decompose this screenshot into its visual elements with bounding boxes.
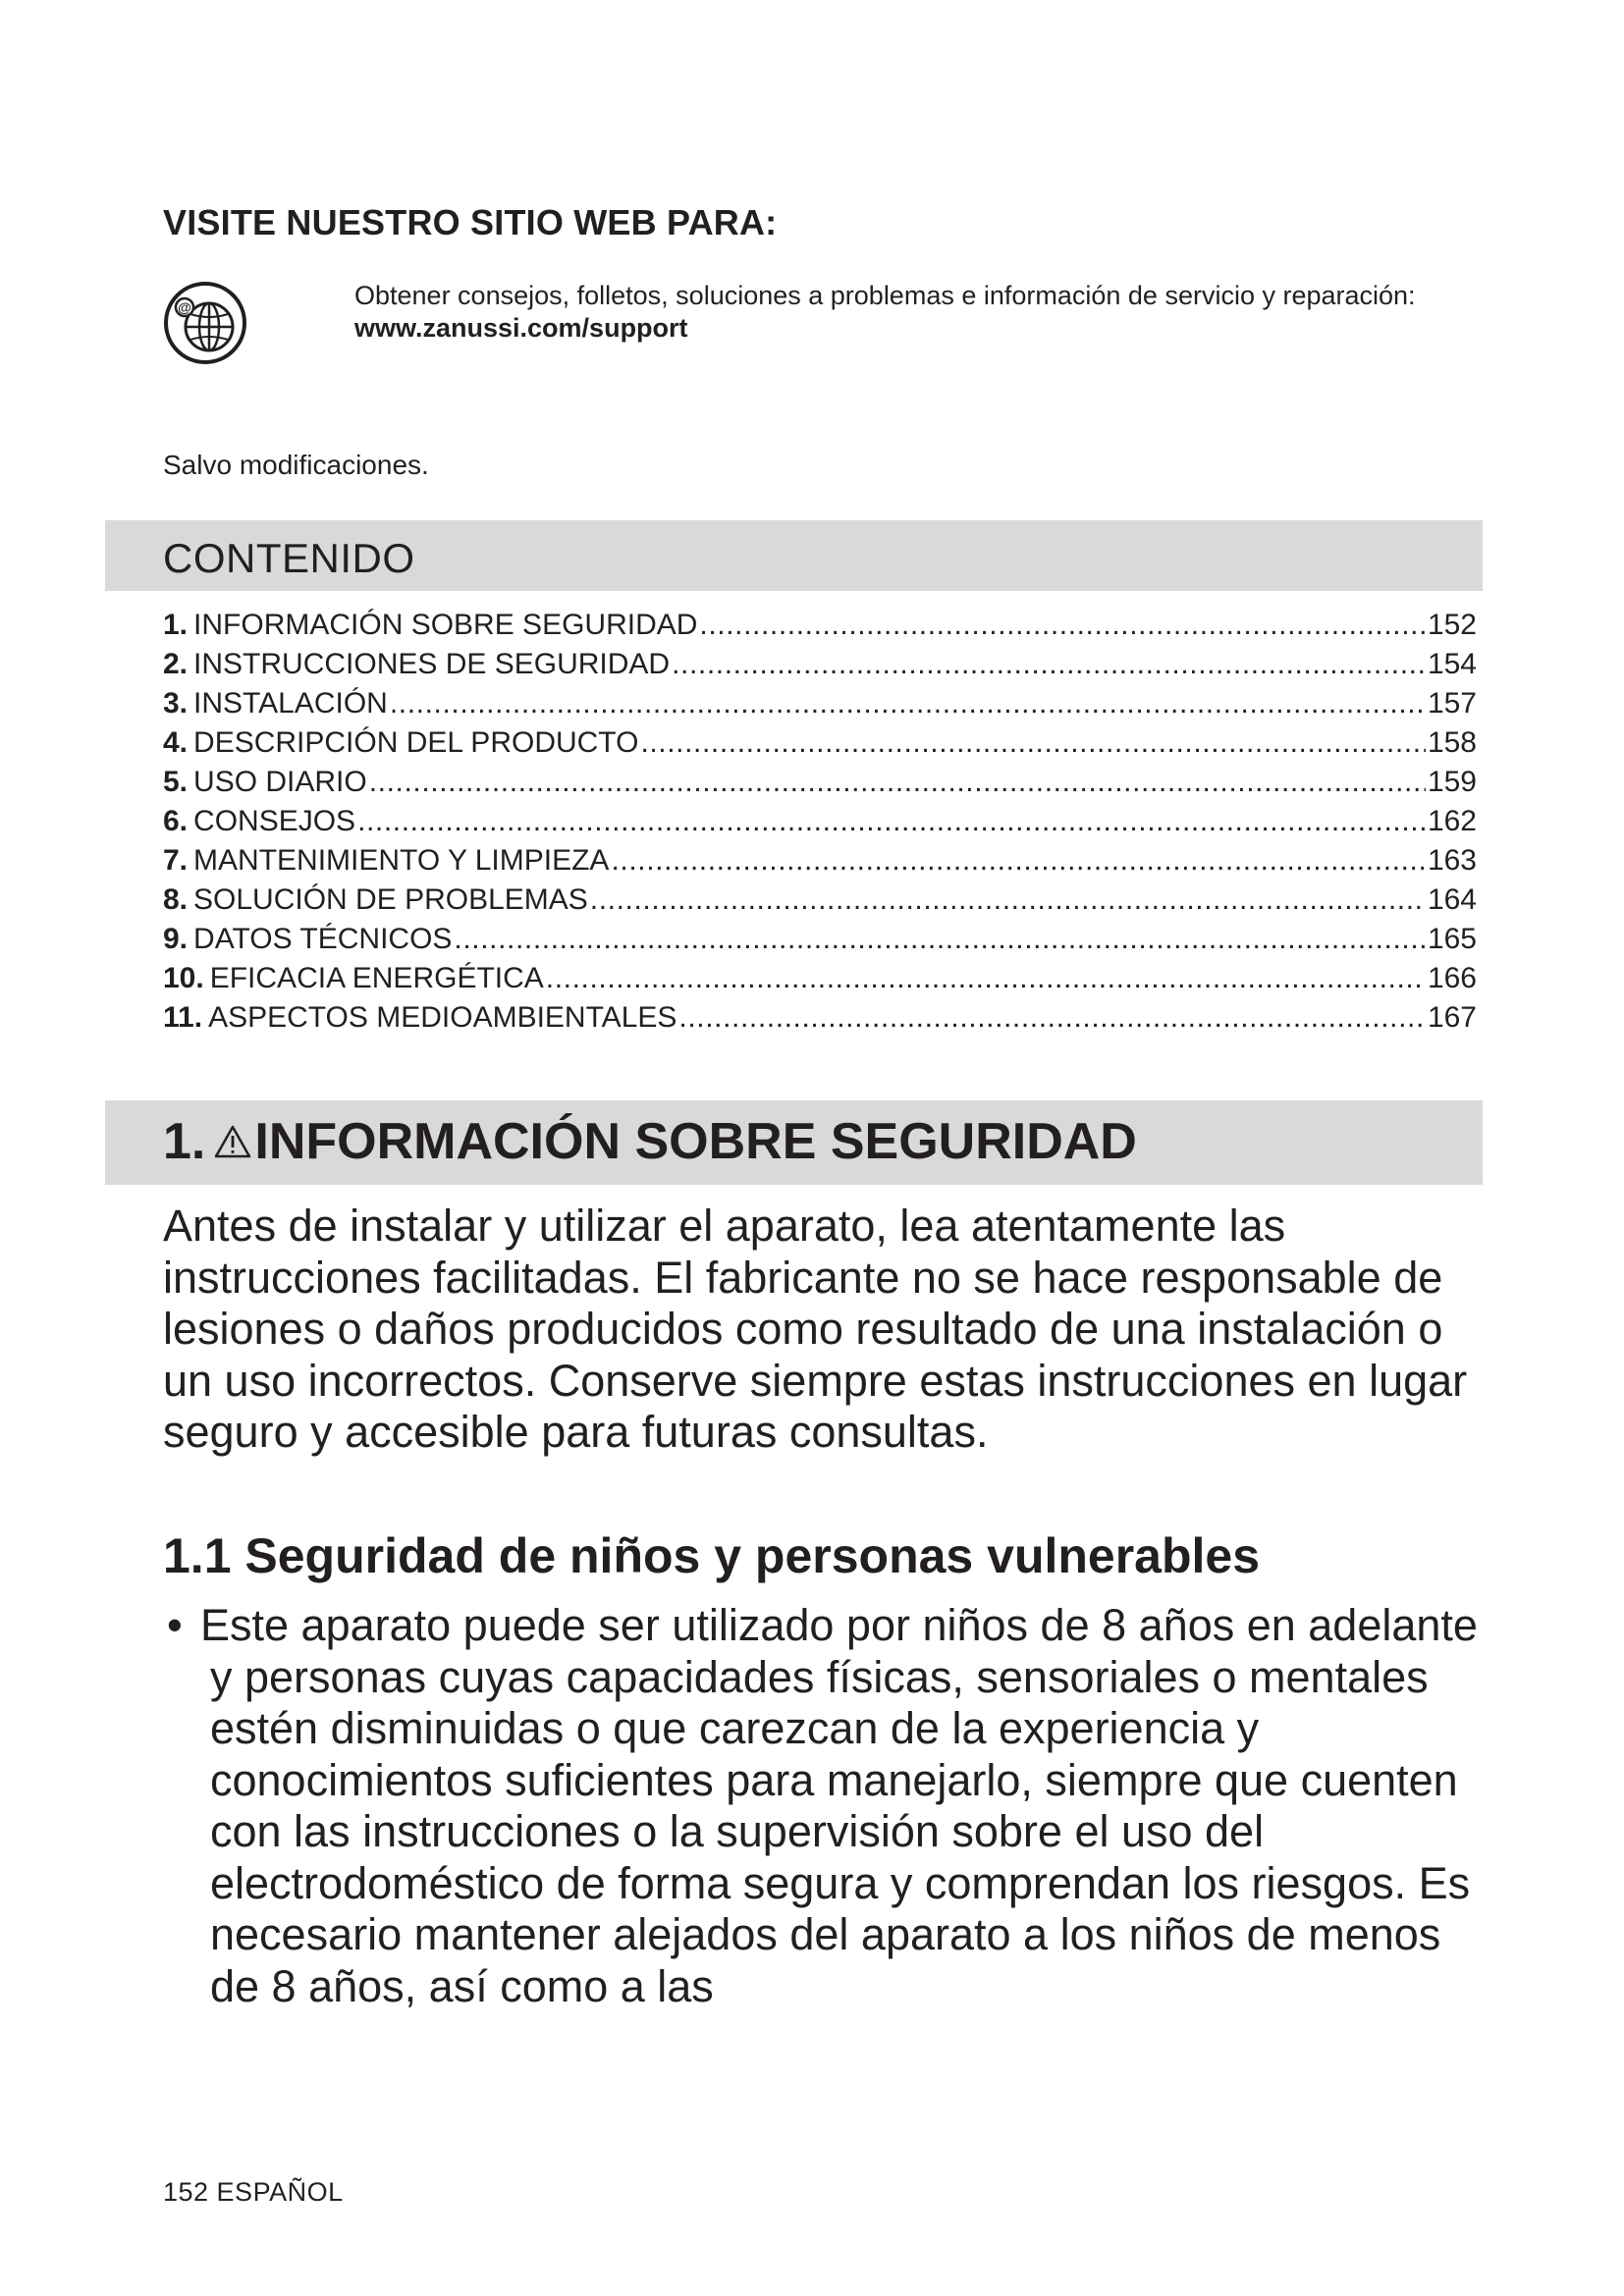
toc-dot-leader [699,609,1426,642]
toc-entry[interactable] [163,923,1477,962]
warning-triangle-icon [213,1124,252,1159]
toc-page: 163 [1427,844,1477,877]
toc-label: DESCRIPCIÓN DEL PRODUCTO [193,726,639,759]
toc-page: 162 [1427,805,1477,837]
toc-page: 158 [1427,726,1477,759]
toc-page: 164 [1427,883,1477,916]
toc-dot-leader [546,962,1426,995]
toc-dot-leader [454,923,1426,956]
toc-page: 157 [1427,687,1477,720]
toc-number: 3. [163,687,189,720]
section-title-text: INFORMACIÓN SOBRE SEGURIDAD [254,1113,1137,1170]
toc-page: 154 [1427,648,1477,680]
toc-page: 166 [1427,962,1477,994]
toc-number: 5. [163,766,189,798]
toc-dot-leader [672,648,1426,681]
toc-number: 11. [163,1001,203,1034]
toc-entry[interactable] [163,844,1477,883]
toc-dot-leader [369,766,1426,799]
svg-text:@: @ [178,299,191,315]
bullet-text: Este aparato puede ser utilizado por niños de 8 años en adelante y personas cuyas capacidades físicas, sensoriales o mentales estén disminuidas o que carezcan de la experiencia y conocimientos suficientes para manejarlo, siempre que cuenten con las instrucciones o la supervisión sobre el uso del electrodoméstico de forma segura y comprendan los riesgos. Es necesario mantener alejados del aparato a los niños de menos de 8 años, así como a las [200,1600,1478,2011]
toc-entry[interactable] [163,648,1477,687]
toc-label: INFORMACIÓN SOBRE SEGURIDAD [193,609,698,641]
toc-label: DATOS TÉCNICOS [193,923,453,955]
toc-label: INSTRUCCIONES DE SEGURIDAD [193,648,671,680]
section-number: 1. [163,1113,206,1170]
toc-number: 10. [163,962,204,994]
toc-label: MANTENIMIENTO Y LIMPIEZA [193,844,610,877]
contents-title: CONTENIDO [163,535,415,581]
toc-label: USO DIARIO [193,766,367,798]
toc-dot-leader [611,844,1425,878]
globe-at-icon [163,281,247,365]
toc-number: 7. [163,844,189,877]
toc-dot-leader [357,805,1426,838]
toc-number: 2. [163,648,189,680]
visit-text: Obtener consejos, folletos, soluciones a problemas e información de servicio y reparación: [354,281,1416,310]
toc-entry[interactable] [163,687,1477,726]
toc-label: CONSEJOS [193,805,356,837]
toc-entry[interactable] [163,1001,1477,1041]
changes-note: Salvo modificaciones. [163,450,429,480]
toc-page: 167 [1427,1001,1477,1034]
toc-entry[interactable] [163,766,1477,805]
toc-number: 6. [163,805,189,837]
toc-label: ASPECTOS MEDIOAMBIENTALES [208,1001,677,1034]
visit-description [354,280,1484,345]
toc-label: INSTALACIÓN [193,687,388,720]
table-of-contents [163,609,1477,1041]
toc-number: 4. [163,726,189,759]
toc-number: 8. [163,883,189,916]
section-intro-paragraph: Antes de instalar y utilizar el aparato, lea atentamente las instrucciones facilitadas. El fabricante no se hace responsable de lesiones o daños producidos como resultado de una instalación o un uso incorrectos. Conserve siempre estas instrucciones en lugar seguro y accesible para futuras consultas. [163,1201,1468,1457]
toc-page: 152 [1427,609,1477,641]
subsection-title: 1.1 Seguridad de niños y personas vulnerables [163,1528,1261,1583]
toc-label: SOLUCIÓN DE PROBLEMAS [193,883,588,916]
toc-entry[interactable] [163,726,1477,766]
toc-entry[interactable] [163,962,1477,1001]
section-title [163,1112,1137,1171]
toc-dot-leader [640,726,1426,760]
toc-entry[interactable] [163,883,1477,923]
bullet-item [167,1600,1487,2012]
toc-page: 165 [1427,923,1477,955]
toc-label: EFICACIA ENERGÉTICA [209,962,544,994]
visit-title: VISITE NUESTRO SITIO WEB PARA: [163,202,778,242]
toc-dot-leader [390,687,1426,721]
toc-dot-leader [590,883,1426,917]
toc-entry[interactable] [163,609,1477,648]
toc-entry[interactable] [163,805,1477,844]
bullet-dot-icon: • [167,1600,183,1650]
page-footer: 152 ESPAÑOL [163,2177,344,2207]
toc-number: 1. [163,609,189,641]
support-url-link[interactable]: www.zanussi.com/support [354,313,688,343]
toc-dot-leader [678,1001,1426,1035]
toc-number: 9. [163,923,189,955]
toc-page: 159 [1427,766,1477,798]
